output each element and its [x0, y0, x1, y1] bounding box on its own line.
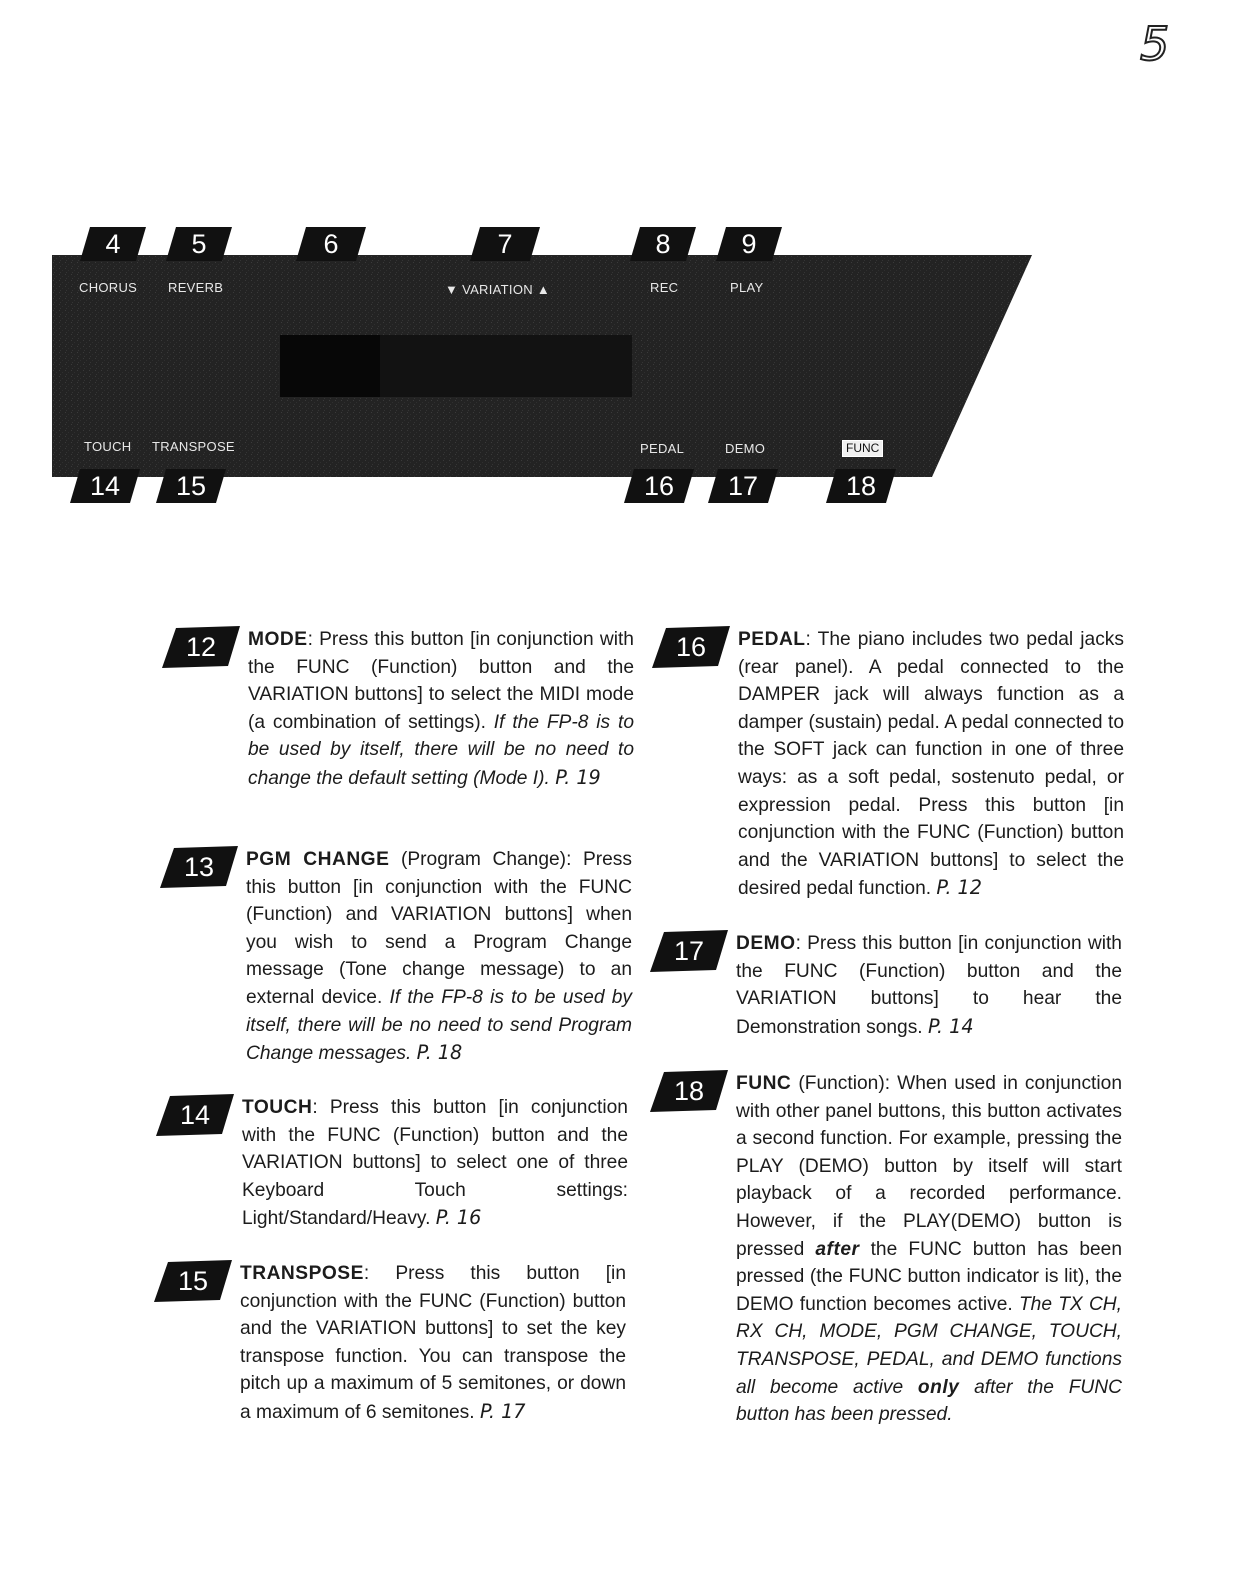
page-reference: P. 14 — [927, 1014, 974, 1038]
page-number: 5 — [1140, 17, 1170, 71]
badge-14: 14 — [156, 1094, 234, 1136]
button-callout-4: 4 — [80, 227, 146, 261]
badge-13: 13 — [160, 846, 238, 888]
reverb-label: REVERB — [168, 280, 224, 295]
button-callout-18: 18 — [826, 469, 896, 503]
button-callout-16: 16 — [624, 469, 694, 503]
display-window — [280, 335, 380, 397]
badge-18: 18 — [650, 1070, 728, 1112]
pedal-description: PEDAL: The piano includes two pedal jacks (rear panel). A pedal connected to the DAMPER jack will always function as a damper (sustain) pedal. A pedal connected to the SOFT jack can function in one of three ways: as a soft pedal, sostenuto pedal, or expression pedal. Press this button [in conjunction with the FUNC (Function) button and the VARIATION buttons] to select the desired pedal function. P. 12 — [738, 629, 1124, 900]
func-description: FUNC (Function): When used in conjunction with other panel buttons, this button activates a second function. For example, pressing the PLAY (DEMO) button by itself will start playback of a recorded performance. However, if the PLAY(DEMO) button is pressed after the FUNC button has been pressed (the FUNC button indicator is lit), the DEMO function becomes active. The TX CH, RX CH, MODE, PGM CHANGE, TOUCH, TRANSPOSE, PEDAL, and DEMO functions all become active only after the FUNC button has been pressed. — [736, 1073, 1123, 1426]
badge-16: 16 — [652, 626, 730, 668]
page-reference: P. 18 — [416, 1041, 463, 1065]
transpose-label: TRANSPOSE — [152, 439, 235, 454]
button-callout-6: 6 — [296, 227, 366, 261]
pgm-change-description: PGM CHANGE (Program Change): Press this button [in conjunction with the FUNC (Function) and VARIATION buttons] when you wish to send a Program Change message (Tone change message) to an external device. If the FP-8 is to be used by itself, there will be no need to send Program Change messages. P. 18 — [246, 849, 633, 1065]
button-callout-14: 14 — [70, 469, 140, 503]
demo-label: DEMO — [725, 441, 766, 456]
button-callout-5: 5 — [166, 227, 232, 261]
touch-description: TOUCH: Press this button [in conjunction with the FUNC (Function) button and the VARIATION buttons] to select one of three Keyboard Touch settings: Light/Standard/Heavy. P. 16 — [242, 1097, 628, 1230]
pedal-label: PEDAL — [640, 441, 685, 456]
variation-label: ▼ VARIATION ▲ — [445, 282, 550, 297]
button-callout-7: 7 — [470, 227, 540, 261]
rec-label: REC — [650, 280, 679, 295]
touch-label: TOUCH — [84, 439, 132, 454]
page-reference: P. 16 — [435, 1206, 482, 1230]
mode-description: MODE: Press this button [in conjunction with the FUNC (Function) button and the VARIATION buttons] to select the MIDI mode (a combination of settings). If the FP-8 is to be used by itself, there will be no need to change the default setting (Mode I). P. 19 — [248, 629, 634, 789]
page-reference: P. 19 — [555, 765, 601, 789]
func-indicator: FUNC — [842, 440, 883, 457]
display-area — [352, 335, 632, 397]
badge-17: 17 — [650, 930, 728, 972]
button-callout-8: 8 — [630, 227, 696, 261]
button-callout-17: 17 — [708, 469, 778, 503]
control-panel-illustration — [52, 229, 1052, 501]
play-label: PLAY — [730, 280, 764, 295]
badge-12: 12 — [162, 626, 240, 668]
demo-description: DEMO: Press this button [in conjunction with the FUNC (Function) button and the VARIATION buttons] to hear the Demonstration songs. P. 14 — [736, 933, 1122, 1038]
transpose-description: TRANSPOSE: Press this button [in conjunction with the FUNC (Function) button and the VARIATION buttons] to set the key transpose function. You can transpose the pitch up a maximum of 5 semitones, or down a maximum of 6 semitones. P. 17 — [240, 1263, 626, 1423]
page-reference: P. 12 — [936, 876, 982, 900]
chorus-label: CHORUS — [79, 280, 138, 295]
badge-15: 15 — [154, 1260, 232, 1302]
button-callout-15: 15 — [156, 469, 226, 503]
button-callout-9: 9 — [716, 227, 782, 261]
page-reference: P. 17 — [479, 1399, 526, 1423]
